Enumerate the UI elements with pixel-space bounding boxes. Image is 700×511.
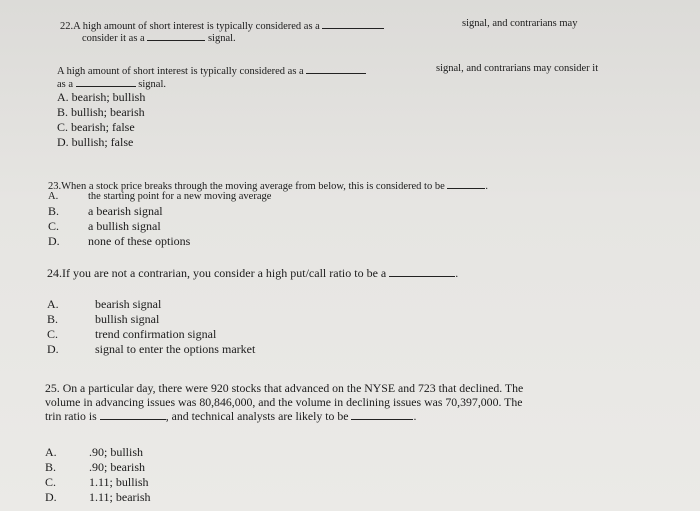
q23-option-b — [48, 204, 163, 219]
q25-stem-line3-mid: , and technical analysts are likely to be — [165, 409, 349, 423]
answer-blank — [76, 76, 136, 87]
option-text: bearish signal — [95, 297, 162, 311]
q22-header-line2-text: consider it as a — [82, 33, 145, 44]
option-text: none of these options — [88, 234, 191, 248]
q25-option-d — [45, 490, 151, 505]
q23-stem-text: 23.When a stock price breaks through the moving average from below, this is considered to be — [48, 181, 445, 192]
q25-stem-line2: volume in advancing issues was 80,846,000, and the volume in declining issues was 70,397,000. The — [45, 395, 523, 409]
q22-option-b: B. bullish; bearish — [57, 105, 145, 119]
q22-header-line2 — [82, 30, 236, 44]
q22-stem-line2-text: as a — [57, 79, 74, 90]
option-letter: A. — [47, 297, 59, 311]
q23-stem: 23.When a stock price breaks through the moving average from below, this is considered to be . — [48, 178, 488, 192]
answer-blank — [147, 30, 205, 41]
option-letter: D. — [47, 342, 59, 356]
answer-blank — [389, 266, 455, 277]
option-text: trend confirmation signal — [95, 327, 217, 341]
option-letter: D. — [48, 234, 60, 248]
answer-blank — [306, 63, 366, 74]
q25-stem-line1: 25. On a particular day, there were 920 stocks that advanced on the NYSE and 723 that declined. The — [45, 381, 524, 395]
q22-option-d: D. bullish; false — [57, 135, 134, 149]
q25-stem-line3-text: trin ratio is — [45, 409, 97, 423]
q22-stem-tail: signal, and contrarians may consider it — [436, 63, 599, 74]
q22-stem-line2 — [57, 76, 166, 90]
q24-stem-text: 24.If you are not a contrarian, you consider a high put/call ratio to be a — [47, 266, 387, 280]
q24-option-b — [47, 312, 159, 327]
q22-option-a: A. bearish; bullish — [57, 90, 146, 104]
answer-blank — [351, 409, 413, 420]
q23-option-a — [48, 191, 271, 202]
q23-option-d — [48, 234, 190, 249]
q22-header-line2-end: signal. — [207, 33, 236, 44]
option-text: .90; bullish — [89, 445, 144, 459]
option-text: bullish signal — [95, 312, 160, 326]
option-letter: A. — [45, 445, 57, 459]
q22-option-c: C. bearish; false — [57, 120, 135, 134]
q22-header-text: 22.A high amount of short interest is typically considered as a — [60, 21, 320, 32]
option-letter: A. — [48, 191, 59, 202]
q23-option-c — [48, 219, 161, 234]
option-text: signal to enter the options market — [95, 342, 256, 356]
option-text: 1.11; bullish — [89, 475, 149, 489]
q22-header-tail: signal, and contrarians may — [462, 18, 578, 29]
option-letter: C. — [45, 475, 57, 489]
q22-stem-line1 — [57, 63, 366, 77]
option-text: a bearish signal — [88, 204, 163, 218]
q22-stem-text: A high amount of short interest is typically considered as a — [57, 66, 304, 77]
answer-blank — [322, 18, 384, 29]
option-text: a bullish signal — [88, 219, 161, 233]
q24-option-d — [47, 342, 255, 357]
q25-option-a — [45, 445, 143, 460]
answer-blank — [447, 178, 485, 189]
q24-option-a — [47, 297, 161, 312]
q25-option-c — [45, 475, 149, 490]
option-text: .90; bearish — [89, 460, 145, 474]
q24-stem: 24.If you are not a contrarian, you consider a high put/call ratio to be a . — [47, 266, 459, 280]
option-letter: C. — [47, 327, 59, 341]
option-text: the starting point for a new moving average — [88, 191, 272, 202]
q24-option-c — [47, 327, 216, 342]
answer-blank — [100, 409, 166, 420]
q25-option-b — [45, 460, 145, 475]
option-letter: C. — [48, 219, 60, 233]
option-letter: D. — [45, 490, 57, 504]
option-letter: B. — [45, 460, 57, 474]
option-letter: B. — [48, 204, 60, 218]
q25-stem-line3: trin ratio is , and technical analysts are likely to be . — [45, 409, 417, 423]
option-letter: B. — [47, 312, 59, 326]
q22-stem-line2-end: signal. — [138, 79, 167, 90]
option-text: 1.11; bearish — [89, 490, 151, 504]
